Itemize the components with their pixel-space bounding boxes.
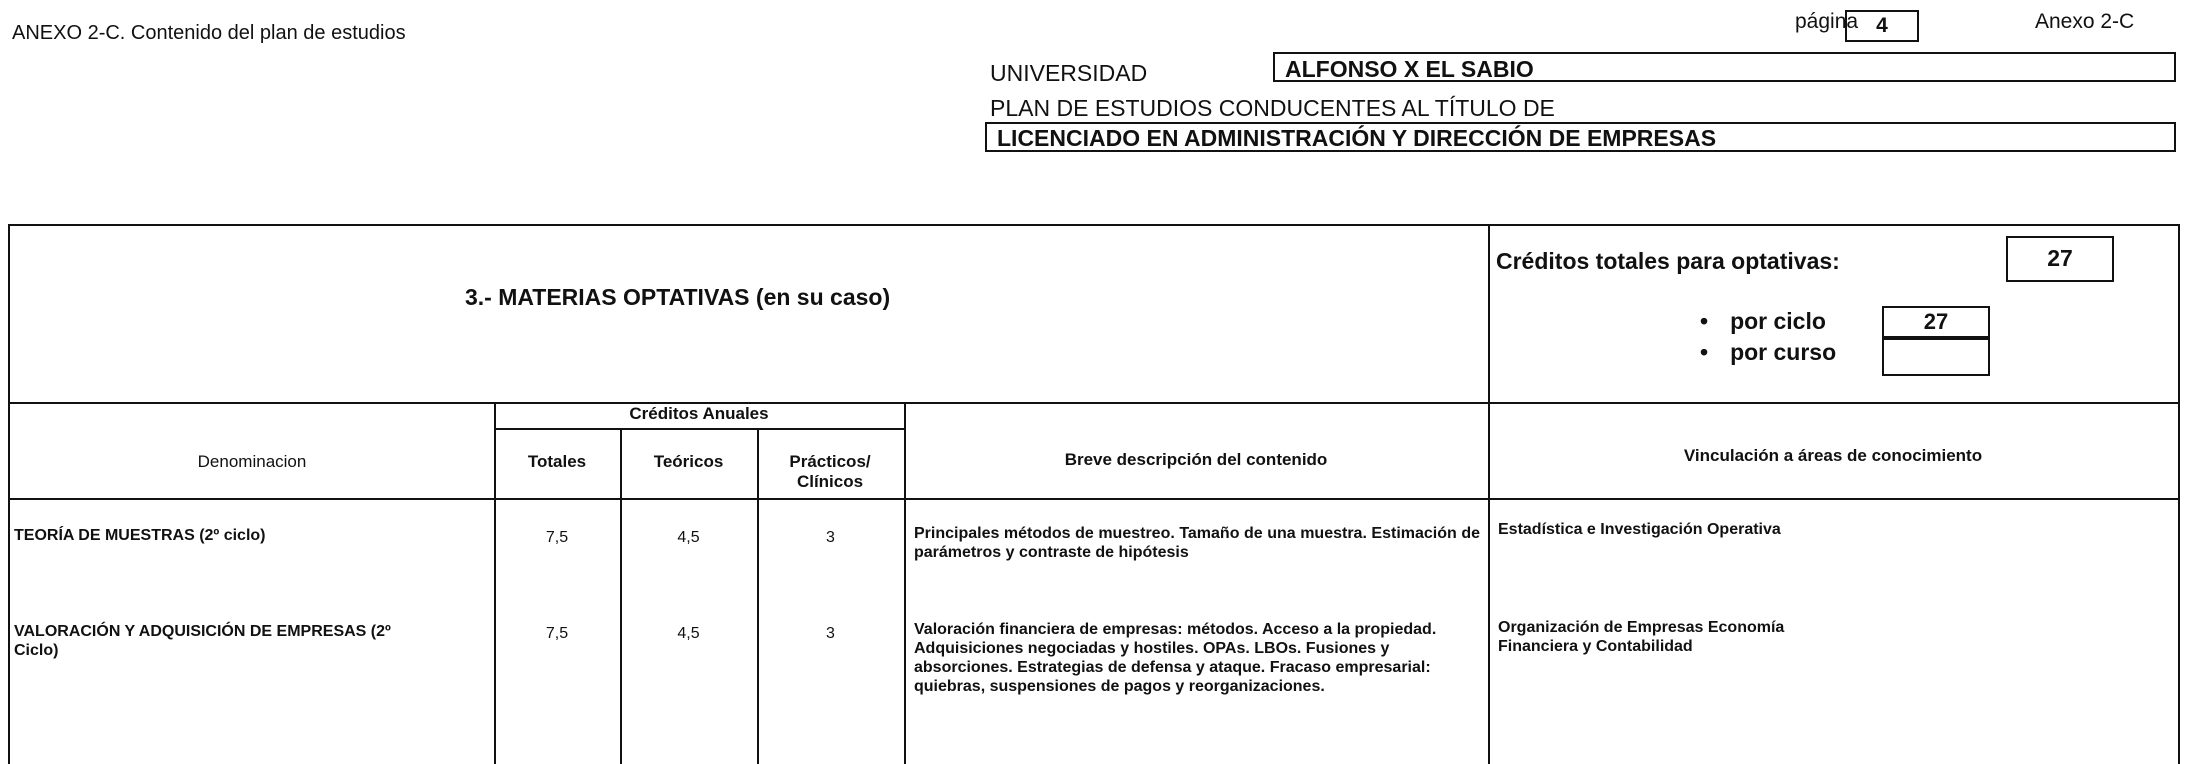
- university-label: UNIVERSIDAD: [990, 60, 1148, 86]
- header-teoricos: Teóricos: [653, 452, 724, 471]
- degree-title-box: LICENCIADO EN ADMINISTRACIÓN Y DIRECCIÓN DE EMPRESAS: [985, 122, 2176, 152]
- per-course-box: [1882, 338, 1990, 376]
- bullet-icon: •: [1700, 339, 1709, 365]
- row2-descripcion: Valoración financiera de empresas: métodos. Acceso a la propiedad. Adquisiciones negociadas y hostiles. OPAs. LBOs. Fusiones y absorciones. Estrategias de defensa y ataque. Fracaso empresarial: quiebras, suspensiones de pagos y reorganizaciones.: [914, 621, 1437, 695]
- annex-code: Anexo 2-C: [2035, 10, 2135, 33]
- row1-practicos: 3: [826, 529, 835, 546]
- row1-vinculacion: Estadística e Investigación Operativa: [1498, 521, 1781, 538]
- row1-teoricos: 4,5: [677, 529, 700, 546]
- total-credits-label: Créditos totales para optativas:: [1496, 248, 1840, 274]
- header-totales: Totales: [527, 452, 587, 471]
- per-cycle-label: por ciclo: [1730, 308, 1826, 334]
- header-creditos-anuales: Créditos Anuales: [629, 404, 769, 423]
- bullet-icon: •: [1700, 308, 1709, 334]
- table-rule: [8, 498, 2180, 500]
- row2-practicos: 3: [826, 625, 835, 642]
- plan-label: PLAN DE ESTUDIOS CONDUCENTES AL TÍTULO DE: [990, 95, 1555, 121]
- header-denominacion: Denominacion: [197, 452, 307, 471]
- annex-title: ANEXO 2-C. Contenido del plan de estudios: [12, 22, 406, 44]
- header-descripcion: Breve descripción del contenido: [1064, 450, 1328, 469]
- table-rule: [8, 402, 2180, 404]
- header-practicos: Prácticos/ Clínicos: [789, 452, 871, 491]
- university-name-box: ALFONSO X EL SABIO: [1273, 52, 2176, 82]
- per-cycle-line: [1700, 308, 1826, 335]
- section-title: 3.- MATERIAS OPTATIVAS (en su caso): [465, 284, 891, 310]
- row2-teoricos: 4,5: [677, 625, 700, 642]
- table-rule: [757, 428, 759, 764]
- row1-denominacion: TEORÍA DE MUESTRAS (2º ciclo): [14, 527, 266, 544]
- table-rule: [1488, 224, 1490, 764]
- row2-totales: 7,5: [545, 625, 569, 642]
- row2-vinculacion: Organización de Empresas Economía Financiera y Contabilidad: [1498, 619, 1785, 655]
- total-credits-box: 27: [2006, 236, 2114, 282]
- row1-descripcion: Principales métodos de muestreo. Tamaño de una muestra. Estimación de parámetros y contraste de hipótesis: [914, 525, 1480, 561]
- row1-totales: 7,5: [545, 529, 569, 546]
- table-rule: [494, 428, 904, 430]
- per-cycle-box: 27: [1882, 306, 1990, 338]
- header-vinculacion: Vinculación a áreas de conocimiento: [1683, 446, 1983, 465]
- page-number-box: 4: [1845, 10, 1919, 42]
- page-label: página: [1795, 10, 1859, 33]
- per-course-label: por curso: [1730, 339, 1837, 365]
- row2-denominacion: VALORACIÓN Y ADQUISICIÓN DE EMPRESAS (2º Ciclo): [14, 623, 391, 659]
- per-course-line: [1700, 339, 1836, 366]
- table-rule: [620, 428, 622, 764]
